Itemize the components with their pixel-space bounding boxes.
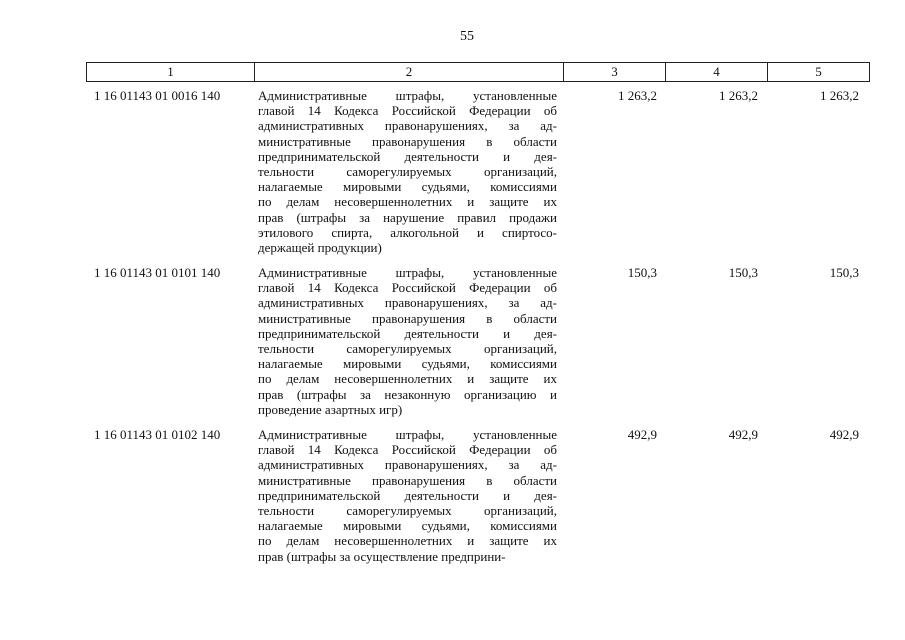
budget-code: 1 16 01143 01 0016 140 xyxy=(94,88,221,103)
value-col-3: 150,3 xyxy=(627,265,657,280)
description-line: держащей продукции) xyxy=(258,240,382,256)
row-description xyxy=(258,265,557,417)
description-line: министративные правонарушения в области xyxy=(258,133,557,149)
page-number: 55 xyxy=(460,29,474,44)
budget-code: 1 16 01143 01 0102 140 xyxy=(94,427,221,442)
column-header-4: 4 xyxy=(666,63,768,82)
description-line: главой 14 Кодекса Российской Федерации об xyxy=(258,442,557,458)
description-line: по делам несовершеннолетних и защите их xyxy=(258,194,557,210)
description-line: тельности саморегулируемых организаций, xyxy=(258,341,557,357)
column-header-3: 3 xyxy=(564,63,666,82)
description-line: тельности саморегулируемых организаций, xyxy=(258,503,557,519)
description-line: налагаемые мировыми судьями, комиссиями xyxy=(258,179,557,195)
description-line: по делам несовершеннолетних и защите их xyxy=(258,533,557,549)
description-line: министративные правонарушения в области xyxy=(258,472,557,488)
value-col-4: 492,9 xyxy=(728,427,758,442)
column-header-2: 2 xyxy=(255,63,564,82)
description-line: предпринимательской деятельности и дея- xyxy=(258,487,557,503)
description-line: главой 14 Кодекса Российской Федерации об xyxy=(258,280,557,296)
description-line: прав (штрафы за осуществление предприни- xyxy=(258,548,506,564)
value-col-5: 150,3 xyxy=(829,265,859,280)
value-col-3: 1 263,2 xyxy=(618,88,657,103)
row-description xyxy=(258,88,557,255)
description-line: министративные правонарушения в области xyxy=(258,310,557,326)
column-header-table xyxy=(86,62,870,82)
description-line: тельности саморегулируемых организаций, xyxy=(258,164,557,180)
description-line: Административные штрафы, установленные xyxy=(258,265,557,280)
description-line: этилового спирта, алкогольной и спиртосо- xyxy=(258,224,557,240)
description-line: административных правонарушениях, за ад- xyxy=(258,457,557,473)
description-line: предпринимательской деятельности и дея- xyxy=(258,325,557,341)
value-col-4: 150,3 xyxy=(728,265,758,280)
value-col-3: 492,9 xyxy=(627,427,657,442)
column-header-row xyxy=(87,63,870,82)
description-line: предпринимательской деятельности и дея- xyxy=(258,148,557,164)
description-line: главой 14 Кодекса Российской Федерации об xyxy=(258,103,557,119)
description-line: проведение азартных игр) xyxy=(258,401,403,417)
description-line: прав (штрафы за нарушение правил продажи xyxy=(258,209,557,225)
description-line: по делам несовершеннолетних и защите их xyxy=(258,371,557,387)
description-line: Административные штрафы, установленные xyxy=(258,88,557,103)
column-header-5: 5 xyxy=(768,63,870,82)
description-line: налагаемые мировыми судьями, комиссиями xyxy=(258,356,557,372)
budget-code: 1 16 01143 01 0101 140 xyxy=(94,265,221,280)
value-col-5: 492,9 xyxy=(829,427,859,442)
description-line: налагаемые мировыми судьями, комиссиями xyxy=(258,518,557,534)
row-description xyxy=(258,427,557,564)
column-header-1: 1 xyxy=(87,63,255,82)
value-col-4: 1 263,2 xyxy=(719,88,758,103)
value-col-5: 1 263,2 xyxy=(820,88,859,103)
description-line: административных правонарушениях, за ад- xyxy=(258,118,557,134)
description-line: Административные штрафы, установленные xyxy=(258,427,557,442)
description-line: прав (штрафы за незаконную организацию и xyxy=(258,386,557,402)
description-line: административных правонарушениях, за ад- xyxy=(258,295,557,311)
